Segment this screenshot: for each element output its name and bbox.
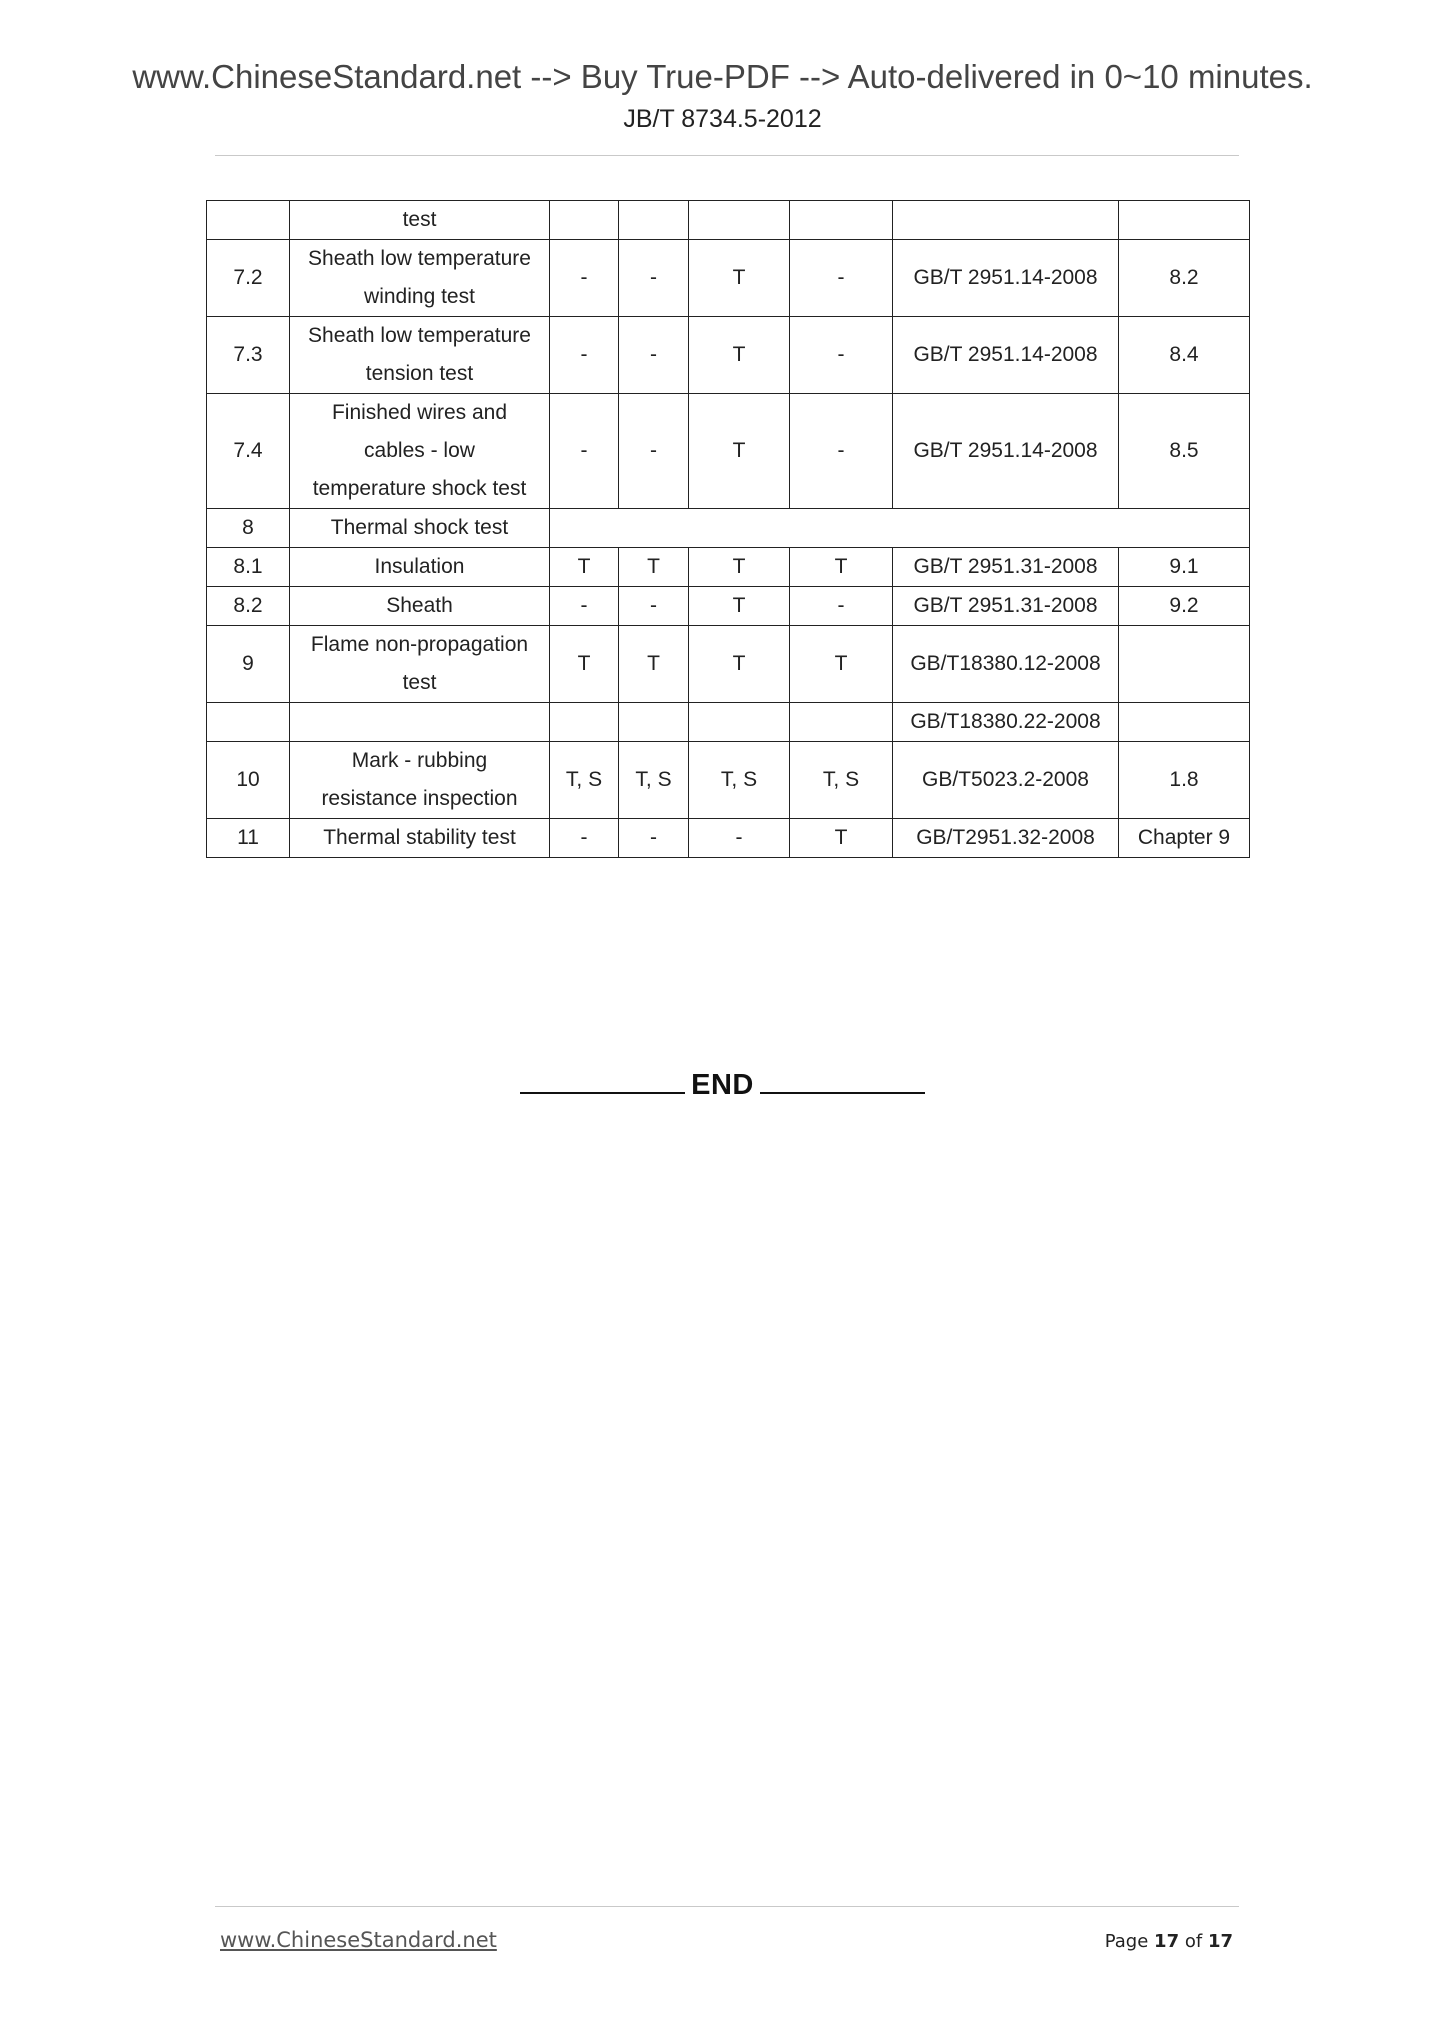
applicability-cell-1 [550, 201, 619, 240]
test-item-line: Sheath low temperature [308, 324, 531, 347]
applicability-cell-4 [790, 201, 893, 240]
test-standard-cell: GB/T 2951.14-2008 [893, 394, 1119, 509]
applicability-cell-1: - [550, 587, 619, 626]
clause-cell: 8.4 [1119, 317, 1250, 394]
item-number-cell: 8.2 [207, 587, 290, 626]
applicability-cell-4 [790, 703, 893, 742]
applicability-cell-2: T [619, 626, 689, 703]
item-number-cell: 9 [207, 626, 290, 703]
applicability-cell-3: T [689, 240, 790, 317]
table-row [207, 240, 1250, 317]
applicability-cell-2 [619, 703, 689, 742]
end-text: END [691, 1069, 754, 1101]
test-standard-cell [893, 201, 1119, 240]
item-number-cell: 7.2 [207, 240, 290, 317]
applicability-cell-4: - [790, 240, 893, 317]
test-item-line: resistance inspection [321, 787, 518, 810]
table-row [207, 201, 1250, 240]
test-item-cell [290, 819, 550, 858]
test-item-cell [290, 587, 550, 626]
test-item-cell [290, 201, 550, 240]
header-divider [215, 155, 1239, 156]
applicability-cell-3: T [689, 317, 790, 394]
end-line-right [760, 1062, 925, 1094]
test-item-cell [290, 317, 550, 394]
test-item-line: Flame non-propagation [310, 633, 529, 656]
test-item-line: test [402, 208, 437, 231]
table-row [207, 394, 1250, 509]
test-standard-cell: GB/T18380.22-2008 [893, 703, 1119, 742]
source-banner: www.ChineseStandard.net --> Buy True-PDF --> Auto-delivered in 0~10 minutes. [132, 58, 1313, 95]
applicability-cell-2: - [619, 819, 689, 858]
end-line-left [520, 1062, 685, 1094]
applicability-cell-1: - [550, 240, 619, 317]
test-item-line [294, 703, 545, 741]
item-number-cell [207, 201, 290, 240]
item-number-cell [207, 703, 290, 742]
page-total: 17 [1207, 1931, 1233, 1952]
item-number-cell: 10 [207, 742, 290, 819]
clause-cell: 9.2 [1119, 587, 1250, 626]
applicability-cell-4: - [790, 394, 893, 509]
applicability-cell-1: T, S [550, 742, 619, 819]
applicability-cell-2: - [619, 587, 689, 626]
end-marker [0, 1062, 1445, 1102]
applicability-cell-4: T, S [790, 742, 893, 819]
test-item-cell [290, 703, 550, 742]
test-item-line: test [402, 671, 437, 694]
clause-cell: Chapter 9 [1119, 819, 1250, 858]
applicability-cell-4: T [790, 626, 893, 703]
clause-cell [1119, 201, 1250, 240]
test-item-cell [290, 742, 550, 819]
page-label: Page [1104, 1931, 1149, 1952]
document-id: JB/T 8734.5-2012 [623, 105, 822, 133]
applicability-cell-2: T, S [619, 742, 689, 819]
item-number-cell: 11 [207, 819, 290, 858]
test-standard-cell: GB/T18380.12-2008 [893, 626, 1119, 703]
applicability-cell-3: T [689, 548, 790, 587]
test-item-line: winding test [364, 285, 475, 308]
test-item-cell [290, 509, 550, 548]
applicability-cell-1: - [550, 819, 619, 858]
test-item-cell [290, 626, 550, 703]
applicability-cell-2 [619, 201, 689, 240]
test-item-line: temperature shock test [312, 477, 527, 500]
applicability-cell-2: T [619, 548, 689, 587]
page-number [1105, 1931, 1233, 1952]
page-of: of [1184, 1931, 1203, 1952]
test-item-cell [290, 394, 550, 509]
test-item-line: tension test [365, 362, 474, 385]
table-row [207, 587, 1250, 626]
test-item-line: Sheath low temperature [308, 247, 531, 270]
test-item-cell [290, 548, 550, 587]
test-item-line: Insulation [374, 555, 465, 578]
table-row [207, 819, 1250, 858]
test-standard-cell: GB/T 2951.31-2008 [893, 587, 1119, 626]
applicability-cell-4: T [790, 819, 893, 858]
test-standard-cell: GB/T 2951.14-2008 [893, 317, 1119, 394]
test-item-line: Thermal stability test [323, 826, 516, 849]
test-item-cell [290, 240, 550, 317]
applicability-cell-1: T [550, 626, 619, 703]
table-row [207, 317, 1250, 394]
applicability-cell-1 [550, 703, 619, 742]
applicability-cell-3: - [689, 819, 790, 858]
item-number-cell: 8 [207, 509, 290, 548]
applicability-cell-4: - [790, 317, 893, 394]
table-body [207, 201, 1250, 858]
test-standard-cell: GB/T 2951.31-2008 [893, 548, 1119, 587]
applicability-cell-2: - [619, 394, 689, 509]
applicability-cell-3 [689, 201, 790, 240]
test-item-line: Mark - rubbing [351, 749, 488, 772]
applicability-cell-3: T [689, 626, 790, 703]
footer-website-link[interactable]: www.ChineseStandard.net [220, 1928, 497, 1952]
table-row [207, 703, 1250, 742]
applicability-cell-3 [689, 703, 790, 742]
clause-cell [1119, 703, 1250, 742]
test-standard-cell: GB/T 2951.14-2008 [893, 240, 1119, 317]
item-number-cell: 8.1 [207, 548, 290, 587]
applicability-cell-4: T [790, 548, 893, 587]
table-row [207, 742, 1250, 819]
test-item-line: Sheath [386, 594, 453, 617]
applicability-cell-1: T [550, 548, 619, 587]
applicability-cell-1: - [550, 394, 619, 509]
item-number-cell: 7.4 [207, 394, 290, 509]
table-row [207, 626, 1250, 703]
clause-cell: 8.5 [1119, 394, 1250, 509]
page-current: 17 [1154, 1931, 1180, 1952]
test-standard-cell: GB/T5023.2-2008 [893, 742, 1119, 819]
item-number-cell: 7.3 [207, 317, 290, 394]
applicability-cell-3: T, S [689, 742, 790, 819]
test-items-table [206, 200, 1250, 858]
footer-divider [215, 1906, 1239, 1907]
clause-cell [1119, 626, 1250, 703]
applicability-cell-3: T [689, 394, 790, 509]
applicability-cell-2: - [619, 317, 689, 394]
merged-empty-cell [550, 509, 1250, 548]
applicability-cell-2: - [619, 240, 689, 317]
applicability-cell-1: - [550, 317, 619, 394]
clause-cell: 9.1 [1119, 548, 1250, 587]
test-item-line: cables - low [364, 439, 475, 462]
test-item-line: Thermal shock test [330, 516, 509, 539]
test-item-line: Finished wires and [331, 401, 508, 424]
test-standard-cell: GB/T2951.32-2008 [893, 819, 1119, 858]
applicability-cell-4: - [790, 587, 893, 626]
table-row [207, 548, 1250, 587]
clause-cell: 8.2 [1119, 240, 1250, 317]
table-row [207, 509, 1250, 548]
applicability-cell-3: T [689, 587, 790, 626]
clause-cell: 1.8 [1119, 742, 1250, 819]
